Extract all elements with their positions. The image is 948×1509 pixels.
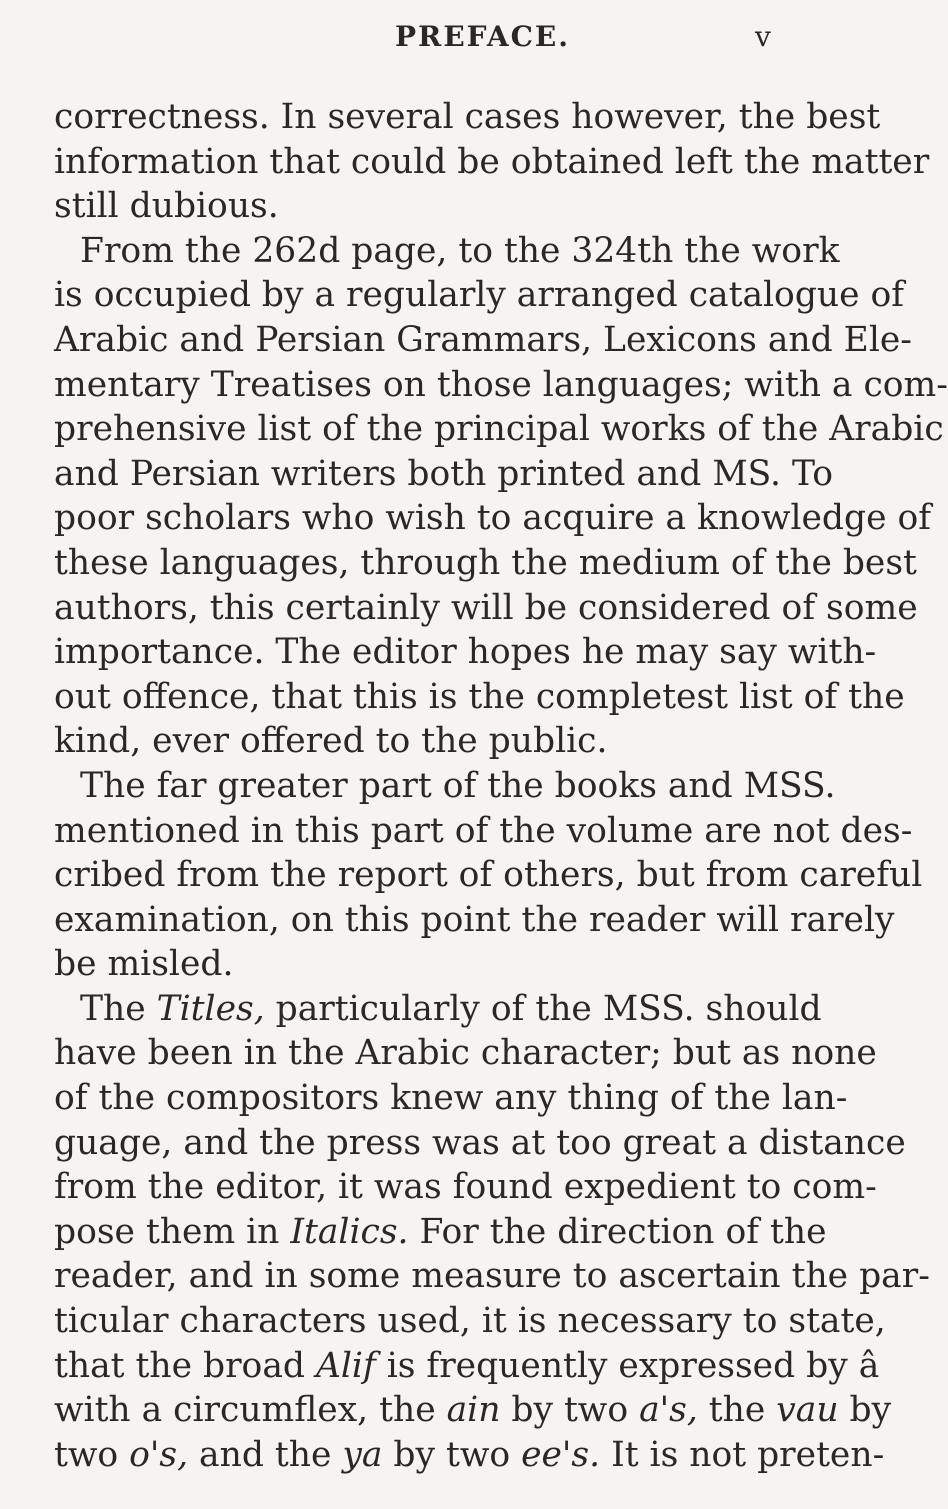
paragraph-4 xyxy=(54,987,930,1478)
text-line: importance. The editor hopes he may say with- xyxy=(54,632,877,673)
running-head xyxy=(0,20,800,60)
paragraph-1 xyxy=(54,95,930,229)
text-line: Arabic and Persian Grammars, Lexicons and Ele- xyxy=(54,319,912,360)
text-line: of the compositors knew any thing of the lan- xyxy=(54,1078,848,1119)
text-line: The far greater part of the books and MSS. xyxy=(80,765,836,806)
text-line: mentioned in this part of the volume are not des- xyxy=(54,810,913,851)
text-line: mentary Treatises on those languages; with a com- xyxy=(54,364,948,405)
text-line: that the broad Alif is frequently expressed by â xyxy=(54,1345,880,1386)
text-line: these languages, through the medium of the best xyxy=(54,542,917,583)
text-line: two o's, and the ya by two ee's. It is not preten- xyxy=(54,1434,885,1475)
text-line: correctness. In several cases however, the best xyxy=(54,97,881,137)
text-line: with a circumflex, the ain by two a's, the vau by xyxy=(54,1390,892,1431)
text-line: The Titles, particularly of the MSS. should xyxy=(80,988,822,1029)
text-line: prehensive list of the principal works of the Arabic xyxy=(54,409,944,450)
text-line: out offence, that this is the completest list of the xyxy=(54,676,905,717)
text-line: be misled. xyxy=(54,944,234,985)
text-line: ticular characters used, it is necessary to state, xyxy=(54,1301,886,1342)
text-line: cribed from the report of others, but from careful xyxy=(54,855,923,896)
text-line: reader, and in some measure to ascertain the par- xyxy=(54,1256,930,1297)
running-title: PREFACE. xyxy=(395,20,571,53)
text-line: still dubious. xyxy=(54,186,279,227)
text-line: guage, and the press was at too great a distance xyxy=(54,1122,906,1163)
text-line: kind, ever offered to the public. xyxy=(54,721,608,762)
text-line: have been in the Arabic character; but as none xyxy=(54,1033,877,1074)
text-line: poor scholars who wish to acquire a knowledge of xyxy=(54,498,932,539)
text-line: From the 262d page, to the 324th the work xyxy=(80,230,840,271)
text-line: authors, this certainly will be considered of some xyxy=(54,587,918,628)
text-line: and Persian writers both printed and MS. To xyxy=(54,453,834,494)
text-line: is occupied by a regularly arranged catalogue of xyxy=(54,275,905,316)
paragraph-2 xyxy=(54,229,948,764)
paragraph-3 xyxy=(54,764,923,987)
text-line: pose them in Italics. For the direction of the xyxy=(54,1211,827,1252)
text-line: from the editor, it was found expedient to com- xyxy=(54,1167,877,1208)
text-line: examination, on this point the reader will rarely xyxy=(54,899,895,940)
page-number: v xyxy=(755,20,771,53)
text-line: information that could be obtained left the matter xyxy=(54,141,930,182)
body-text xyxy=(54,95,948,1477)
